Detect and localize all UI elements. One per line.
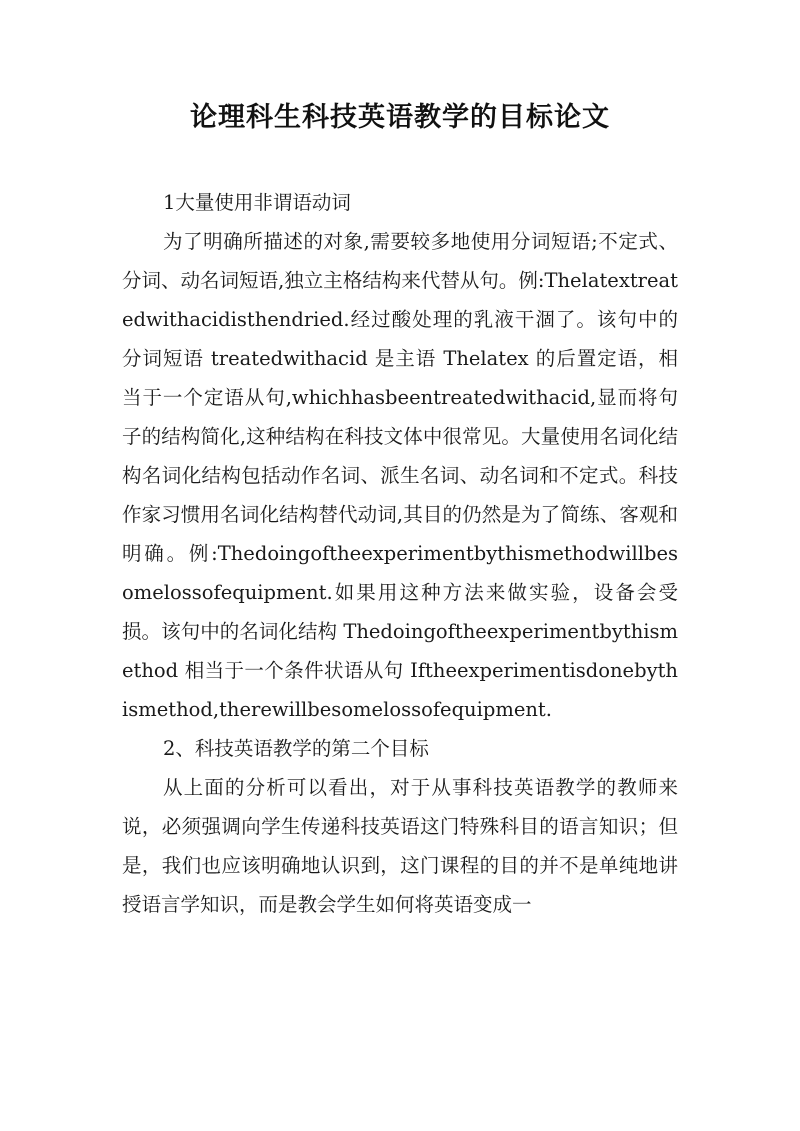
document-body (122, 183, 678, 924)
section-heading-1: 1大量使用非谓语动词 (163, 191, 351, 214)
document-title: 论理科生科技英语教学的目标论文 (190, 102, 610, 133)
section-heading-2: 2、科技英语教学的第二个目标 (163, 737, 429, 760)
section-paragraph-2: 从上面的分析可以看出，对于从事科技英语教学的教师来说，必须强调向学生传递科技英语这门特殊科目的语言知识；但是，我们也应该明确地认识到，这门课程的目的并不是单纯地讲授语言学知识，而是教会学生如何将英语变成一 (122, 776, 678, 916)
section-paragraph-1: 为了明确所描述的对象,需要较多地使用分词短语;不定式、分词、动名词短语,独立主格结构来代替从句。例:Thelatextreatedwithacidisthendried.经过酸处理的乳液干涸了。该句中的分词短语 treatedwithacid 是主语 Thelatex 的后置定语，相当于一个定语从句,whichhasbeentreatedwithacid,显而将句子的结构简化,这种结构在科技文体中很常见。大量使用名词化结构名词化结构包括动作名词、派生名词、动名词和不定式。科技作家习惯用名词化结构替代动词,其目的仍然是为了简练、客观和明确。例:Thedoingoftheexperimentbythismethodwillbesomelossofequipment.如果用这种方法来做实验，设备会受损。该句中的名词化结构 Thedoingoftheexperimentbythismethod 相当于一个条件状语从句 Iftheexperimentisdonebythismethod,therewillbesomelossofequipment. (122, 230, 678, 721)
